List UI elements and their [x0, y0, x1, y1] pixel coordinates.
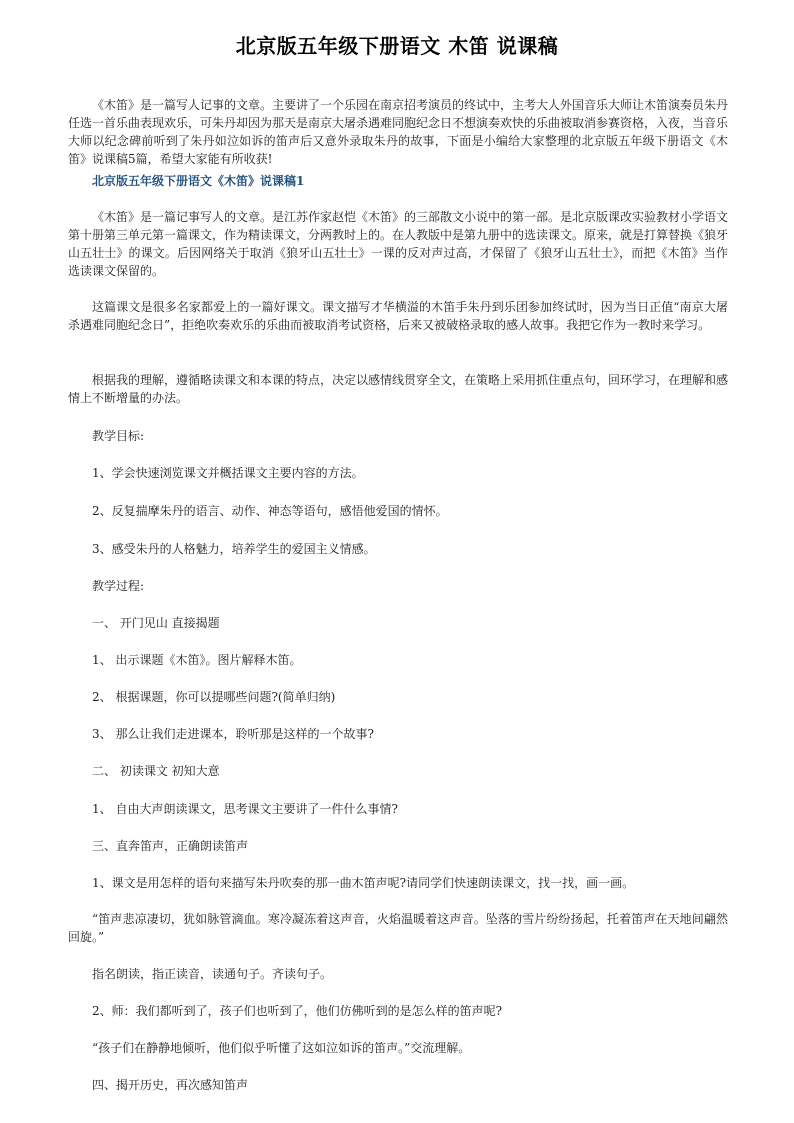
- paragraph-1: 《木笛》是一篇记事写人的文章。是江苏作家赵恺《木笛》的三部散文小说中的第一部。是北京版课改实验教材小学语文第十册第三单元第一篇课文，作为精读课文，分两教时上的。在人教版中是第九册中的选读课文。原来，就是打算替换《狼牙山五壮士》的课文。后因网络关于取消《狼牙山五壮士》一课的反对声过高，才保留了《狼牙山五壮士》，而把《木笛》当作选读课文保留的。: [68, 210, 729, 278]
- step-4: 四、揭开历史，再次感知笛声: [92, 1078, 249, 1092]
- step-2: 二、 初读课文 初知大意: [92, 764, 220, 778]
- paragraph-3: 根据我的理解，遵循略读课文和本课的特点，决定以感情线贯穿全文，在策略上采用抓住重点句，回环学习，在理解和感情上不断增量的办法。: [68, 373, 729, 405]
- goal-2: 2、反复揣摩朱丹的语言、动作、神态等语句，感悟他爱国的情怀。: [92, 504, 448, 518]
- quote-1: “笛声悲凉凄切，犹如脉管滴血。寒冷凝冻着这声音，火焰温暖着这声音。坠落的雪片纷纷扬起，托着笛声在天地间翩然回旋。”: [68, 912, 728, 944]
- step-1-3: 3、 那么让我们走进课本，聆听那是这样的一个故事?: [92, 727, 374, 741]
- goal-1: 1、学会快速浏览课文并概括课文主要内容的方法。: [92, 466, 364, 480]
- intro-paragraph: 《木笛》是一篇写人记事的文章。主要讲了一个乐园在南京招考演员的终试中，主考大人外国音乐大师让木笛演奏员朱丹任选一首乐曲表现欢乐，可朱丹却因为那天是南京大屠杀遇难同胞纪念日不想演奏欢快的乐曲被取消参赛资格，入夜，当音乐大师以纪念碑前听到了朱丹如泣如诉的笛声后又意外录取朱丹的故事，下面是小编给大家整理的北京版五年级下册语文《木笛》说课稿5篇，希望大家能有所收获!: [68, 98, 729, 166]
- step-1: 一、 开门见山 直接揭题: [92, 616, 220, 630]
- quote-2: “孩子们在静静地倾听，他们似乎听懂了这如泣如诉的笛声。”交流理解。: [92, 1041, 471, 1055]
- reading-instruction: 指名朗读，指正读音，读通句子。齐读句子。: [92, 967, 333, 981]
- step-1-1: 1、 出示课题《木笛》。图片解释木笛。: [92, 653, 302, 667]
- page-title: 北京版五年级下册语文 木笛 说课稿: [235, 34, 559, 58]
- step-3-1: 1、课文是用怎样的语句来描写朱丹吹奏的那一曲木笛声呢?请同学们快速朗读课文，找一找，画一画。: [92, 876, 635, 890]
- step-3: 三、直奔笛声，正确朗读笛声: [92, 839, 249, 853]
- section-heading: 北京版五年级下册语文《木笛》说课稿1: [92, 174, 305, 188]
- step-3-2: 2、师：我们都听到了，孩子们也听到了，他们仿佛听到的是怎么样的笛声呢?: [92, 1004, 503, 1018]
- goals-label: 教学目标:: [92, 429, 145, 443]
- step-2-1: 1、 自由大声朗读课文，思考课文主要讲了一件什么事情?: [92, 802, 398, 816]
- process-label: 教学过程:: [92, 579, 145, 593]
- goal-3: 3、感受朱丹的人格魅力，培养学生的爱国主义情感。: [92, 542, 376, 556]
- step-1-2: 2、 根据课题，你可以提哪些问题?(简单归纳): [92, 690, 336, 704]
- paragraph-2: 这篇课文是很多名家都爱上的一篇好课文。课文描写才华横溢的木笛手朱丹到乐团参加终试时，因为当日正值“南京大屠杀遇难同胞纪念日”，拒绝吹奏欢乐的乐曲而被取消考试资格，后来又被破格录取的感人故事。我把它作为一教时来学习。: [68, 300, 728, 332]
